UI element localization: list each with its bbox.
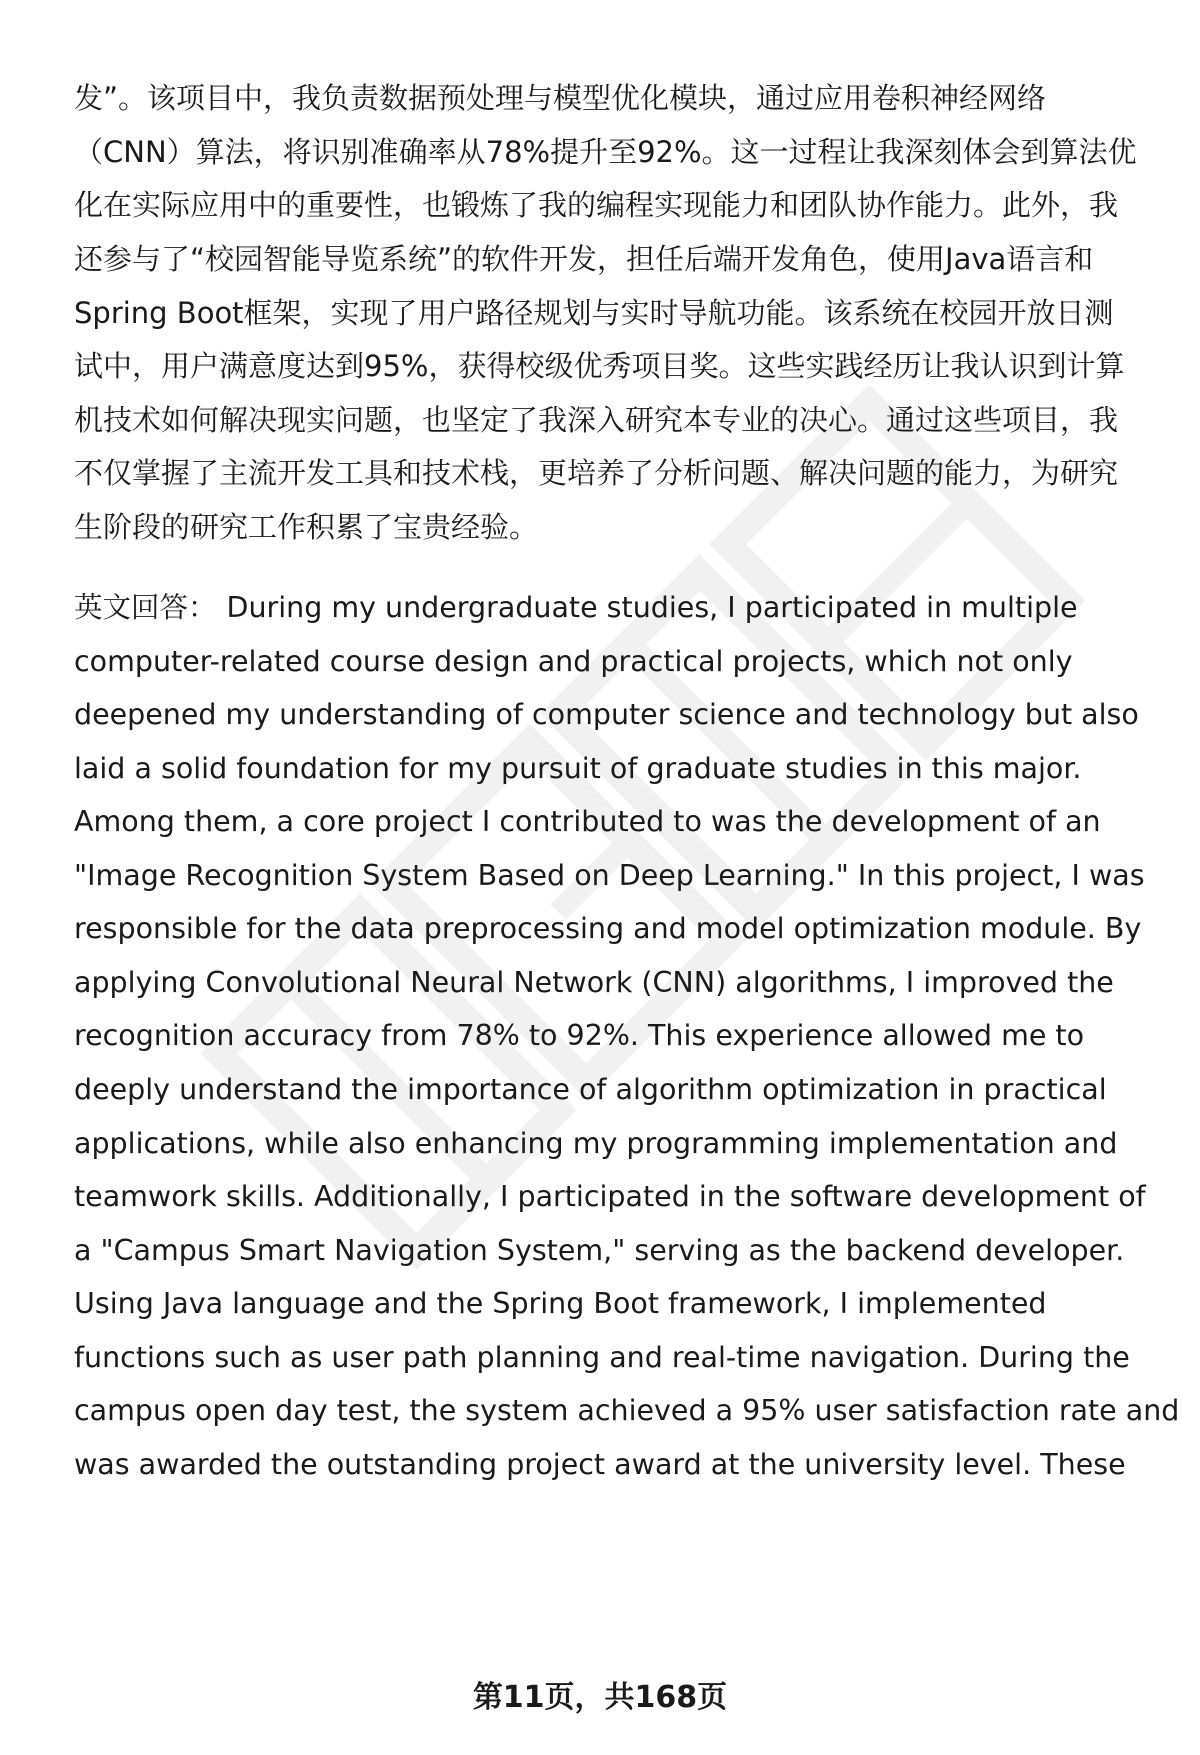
text-line: deepened my understanding of computer science and technology but also — [74, 698, 1139, 731]
text-line: Spring Boot框架，实现了用户路径规划与实时导航功能。该系统在校园开放日测 — [74, 296, 1114, 330]
text-line-first-content: During my undergraduate studies, I participated in multiple — [226, 591, 1078, 624]
text-line: （CNN）算法，将识别准确率从78%提升至92%。这一过程让我深刻体会到算法优 — [74, 135, 1137, 169]
text-line: a "Campus Smart Navigation System," serving as the backend developer. — [74, 1234, 1125, 1267]
text-line: "Image Recognition System Based on Deep Learning." In this project, I was — [74, 859, 1145, 892]
text-line: 发”。该项目中，我负责数据预处理与模型优化模块，通过应用卷积神经网络 — [74, 81, 1047, 115]
text-line: 机技术如何解决现实问题，也坚定了我深入研究本专业的决心。通过这些项目，我 — [74, 403, 1119, 437]
text-line: 生阶段的研究工作积累了宝贵经验。 — [74, 510, 539, 544]
text-line: applying Convolutional Neural Network (CNN) algorithms, I improved the — [74, 966, 1114, 999]
text-line: teamwork skills. Additionally, I participated in the software development of — [74, 1180, 1146, 1213]
text-line: Using Java language and the Spring Boot framework, I implemented — [74, 1287, 1047, 1320]
text-line: was awarded the outstanding project award at the university level. These — [74, 1448, 1126, 1481]
text-line: functions such as user path planning and real-time navigation. During the — [74, 1341, 1130, 1374]
text-line: 不仅掌握了主流开发工具和技术栈，更培养了分析问题、解决问题的能力，为研究 — [74, 456, 1119, 490]
text-line: laid a solid foundation for my pursuit of graduate studies in this major. — [74, 752, 1082, 785]
text-line: 试中，用户满意度达到95%，获得校级优秀项目奖。这些实践经历让我认识到计算 — [74, 349, 1125, 383]
text-line: campus open day test, the system achieved a 95% user satisfaction rate and — [74, 1394, 1180, 1427]
text-line: deeply understand the importance of algorithm optimization in practical — [74, 1073, 1107, 1106]
text-line: computer-related course design and practical projects, which not only — [74, 645, 1073, 678]
text-line: 还参与了“校园智能导览系统”的软件开发，担任后端开发角色，使用Java语言和 — [74, 242, 1094, 276]
text-line: 化在实际应用中的重要性，也锻炼了我的编程实现能力和团队协作能力。此外，我 — [74, 188, 1119, 222]
text-line: applications, while also enhancing my programming implementation and — [74, 1127, 1118, 1160]
text-line-first — [74, 588, 1078, 628]
english-answer-label: 英文回答： — [74, 591, 217, 624]
page-number-footer: 第11页，共168页 — [472, 1680, 728, 1715]
text-line: responsible for the data preprocessing and model optimization module. By — [74, 912, 1142, 945]
text-line: Among them, a core project I contributed to was the development of an — [74, 805, 1101, 838]
text-line: recognition accuracy from 78% to 92%. This experience allowed me to — [74, 1019, 1085, 1052]
